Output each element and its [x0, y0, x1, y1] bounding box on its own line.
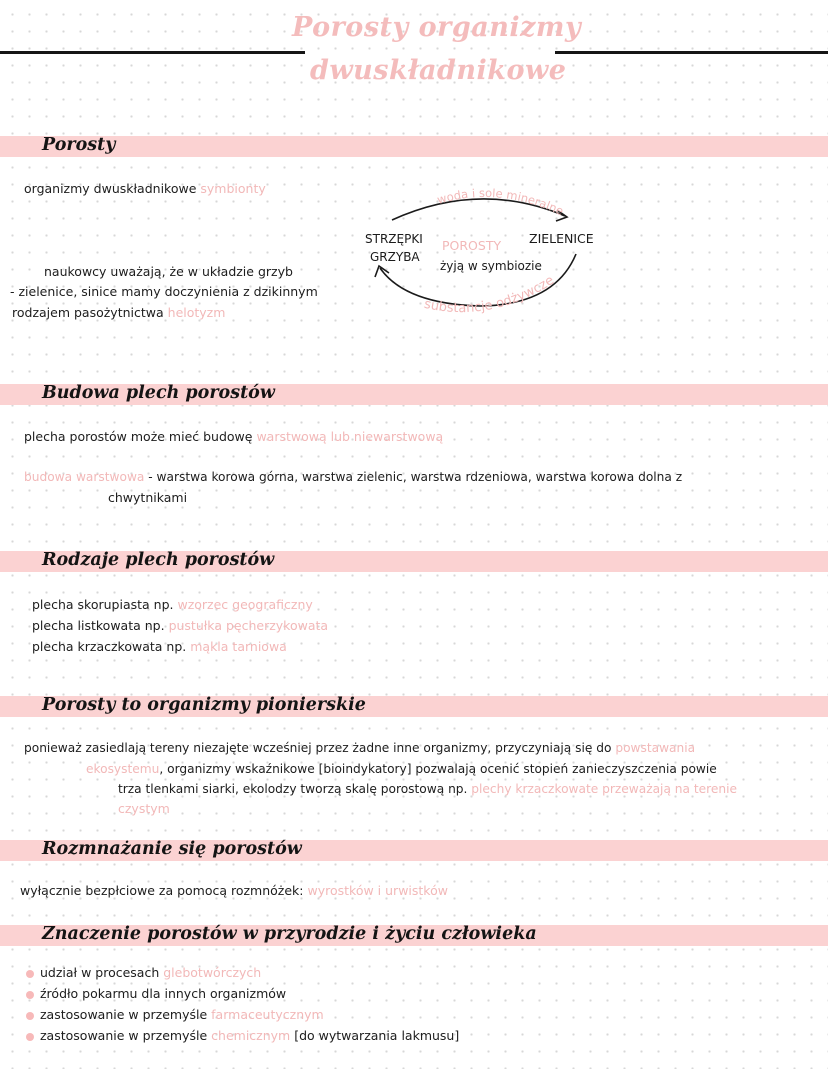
bullet-dot: [26, 1012, 34, 1020]
rozmnazanie-line: [20, 881, 448, 901]
heading-rodzaje: Rodzaje plech porostów: [42, 550, 275, 570]
znaczenie-item-text: udział w procesach: [40, 965, 160, 980]
porosty-para-line3-text: rodzajem pasożytnictwa: [12, 305, 164, 320]
pionierskie-line1-term: powstawania: [615, 741, 696, 755]
budowa-line1: [24, 427, 443, 447]
diagram-bottom-label: substancje odżywcze: [422, 272, 557, 317]
znaczenie-item-text: zastosowanie w przemyśle: [40, 1007, 208, 1022]
rodzaje-item-term: wzorzec geograficzny: [177, 597, 313, 612]
pionierskie-line4-term: czystym: [118, 801, 170, 816]
znaczenie-item-term: glebotwórczych: [163, 965, 262, 980]
diagram-left-line1: STRZĘPKI: [365, 232, 423, 246]
znaczenie-item: [40, 1005, 324, 1025]
rodzaje-item-text: plecha krzaczkowata np.: [32, 639, 187, 654]
diagram-center-line1: POROSTY: [442, 238, 502, 253]
znaczenie-item-note: [do wytwarzania lakmusu]: [294, 1028, 460, 1043]
znaczenie-item-text: źródło pokarmu dla innych organizmów: [40, 986, 287, 1001]
rodzaje-item: [32, 616, 328, 636]
porosty-para-line3: [12, 303, 225, 323]
diagram-right: ZIELENICE: [529, 231, 594, 246]
pionierskie-line1: [24, 738, 695, 758]
title-rule-right: [555, 51, 828, 54]
pionierskie-line1-text: ponieważ zasiedlają tereny niezajęte wcześniej przez żadne inne organizmy, przyczyniają się do: [24, 741, 612, 755]
bullet-dot: [26, 1033, 34, 1041]
budowa-line2: [24, 467, 682, 487]
budowa-line1-text: plecha porostów może mieć budowę: [24, 429, 253, 444]
diagram-center-line2: żyją w symbiozie: [440, 259, 542, 273]
page-title-line1: Porosty organizmy: [292, 12, 582, 43]
pionierskie-line2-text: , organizmy wskaźnikowe [bioindykatory] pozwalają ocenić stopień zanieczyszczenia powie: [159, 762, 717, 776]
rodzaje-item-term: mąkla tarniowa: [190, 639, 287, 654]
title-rule-left: [0, 51, 305, 54]
porosty-line1-text: organizmy dwuskładnikowe: [24, 181, 197, 196]
pionierskie-line2: [86, 759, 717, 779]
bullet-dot: [26, 991, 34, 999]
porosty-para-line2: - zielenice, sinice mamy doczynienia z dzikinnym: [10, 284, 318, 299]
pionierskie-line3-text: trza tlenkami siarki, ekolodzy tworzą skalę porostową np.: [118, 782, 468, 796]
porosty-line1: [24, 179, 266, 199]
porosty-line1-term: symbionty: [200, 181, 266, 196]
page-title-line2: dwuskładnikowe: [310, 55, 567, 86]
rodzaje-item-term: pustułka pęcherzykowata: [168, 618, 329, 633]
budowa-line3: chwytnikami: [108, 490, 188, 505]
rodzaje-item: [32, 637, 287, 657]
pionierskie-line3: [118, 779, 737, 799]
diagram-top-label: woda i sole mineralne: [435, 185, 566, 219]
heading-znaczenie: Znaczenie porostów w przyrodzie i życiu człowieka: [42, 924, 537, 944]
rozmnazanie-text: wyłącznie bezpłciowe za pomocą rozmnóżek:: [20, 883, 304, 898]
heading-pionierskie: Porosty to organizmy pionierskie: [42, 695, 366, 715]
rodzaje-item: [32, 595, 313, 615]
rodzaje-item-text: plecha listkowata np.: [32, 618, 165, 633]
symbiosis-diagram: [360, 180, 620, 320]
rodzaje-item-text: plecha skorupiasta np.: [32, 597, 174, 612]
bullet-dot: [26, 970, 34, 978]
znaczenie-item: [40, 984, 286, 1004]
znaczenie-item-term: farmaceutycznym: [211, 1007, 324, 1022]
porosty-para-line1: naukowcy uważają, że w układzie grzyb: [44, 264, 293, 279]
pionierskie-line3-term: plechy krzaczkowate przeważają na terenie: [471, 782, 737, 796]
znaczenie-item-text: zastosowanie w przemyśle: [40, 1028, 208, 1043]
budowa-line2-text: - warstwa korowa górna, warstwa zielenic, warstwa rdzeniowa, warstwa korowa dolna z: [148, 470, 683, 484]
pionierskie-line2-term: ekosystemu: [86, 762, 160, 776]
rozmnazanie-term: wyrostków i urwistków: [307, 883, 448, 898]
budowa-line2-term: budowa warstwowa: [24, 470, 145, 484]
heading-rozmnazanie: Rozmnażanie się porostów: [42, 839, 302, 859]
porosty-para-term: helotyzm: [167, 305, 226, 320]
diagram-left-line2: GRZYBA: [370, 250, 420, 264]
heading-budowa: Budowa plech porostów: [42, 383, 275, 403]
znaczenie-item: [40, 1026, 459, 1046]
budowa-line1-term: warstwową lub niewarstwową: [256, 429, 444, 444]
znaczenie-item-term: chemicznym: [211, 1028, 291, 1043]
section-band-porosty: [0, 136, 828, 157]
heading-porosty: Porosty: [42, 135, 116, 155]
znaczenie-item: [40, 963, 261, 983]
